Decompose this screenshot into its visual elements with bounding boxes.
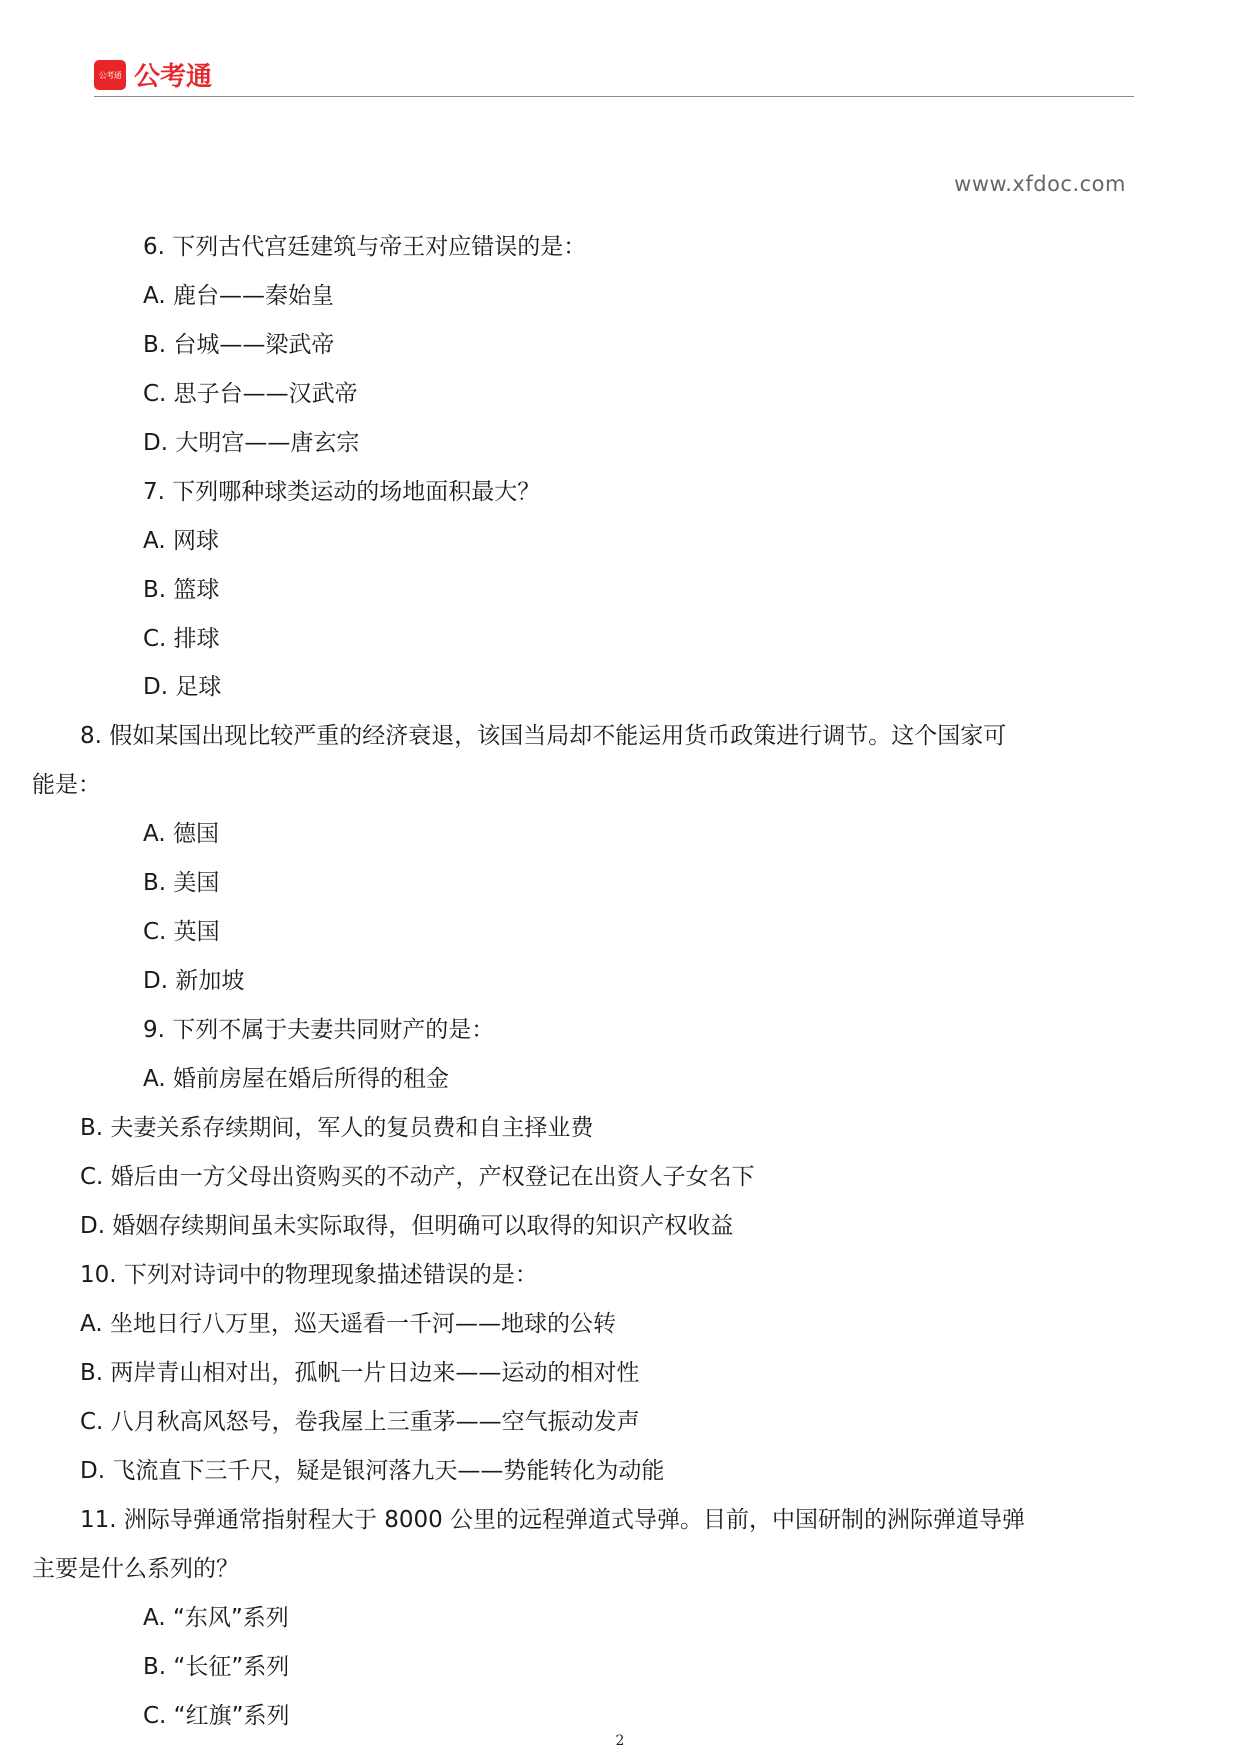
page-number: 2	[615, 1733, 625, 1749]
question-9-option-a: A. 婚前房屋在婚后所得的租金	[143, 1066, 449, 1092]
question-8-stem-continued: 能是：	[32, 772, 101, 798]
question-6-option-c: C. 思子台——汉武帝	[143, 381, 358, 407]
question-10-option-c: C. 八月秋高风怒号，卷我屋上三重茅——空气振动发声	[80, 1409, 640, 1435]
website-url: www.xfdoc.com	[954, 172, 1126, 196]
question-9-option-c: C. 婚后由一方父母出资购买的不动产，产权登记在出资人子女名下	[80, 1164, 755, 1190]
question-10-option-d: D. 飞流直下三千尺，疑是银河落九天——势能转化为动能	[80, 1458, 665, 1484]
question-7-stem: 7. 下列哪种球类运动的场地面积最大？	[143, 479, 541, 505]
question-10-option-a: A. 坐地日行八万里，巡天遥看一千河——地球的公转	[80, 1311, 616, 1337]
question-8-stem: 8. 假如某国出现比较严重的经济衰退，该国当局却不能运用货币政策进行调节。这个国家可	[80, 723, 1007, 749]
question-9-stem: 9. 下列不属于夫妻共同财产的是：	[143, 1017, 495, 1043]
question-11-option-a: A. “东风”系列	[143, 1605, 289, 1631]
question-8-option-d: D. 新加坡	[143, 968, 245, 994]
question-7-option-a: A. 网球	[143, 528, 219, 554]
question-11-option-b: B. “长征”系列	[143, 1654, 290, 1680]
question-10-stem: 10. 下列对诗词中的物理现象描述错误的是：	[80, 1262, 538, 1288]
brand-name: 公考通	[134, 62, 213, 92]
question-6-stem: 6. 下列古代宫廷建筑与帝王对应错误的是：	[143, 234, 587, 260]
question-8-option-a: A. 德国	[143, 821, 219, 847]
question-7-option-c: C. 排球	[143, 626, 220, 652]
question-9-option-b: B. 夫妻关系存续期间，军人的复员费和自主择业费	[80, 1115, 594, 1141]
question-8-option-b: B. 美国	[143, 870, 220, 896]
question-11-stem: 11. 洲际导弹通常指射程大于 8000 公里的远程弹道式导弹。目前，中国研制的洲际弹道导弹	[80, 1507, 1026, 1533]
logo-mark-text: 公考通	[98, 70, 122, 80]
question-6-option-d: D. 大明宫——唐玄宗	[143, 430, 360, 456]
question-11-stem-continued: 主要是什么系列的？	[32, 1556, 239, 1582]
question-7-option-b: B. 篮球	[143, 577, 220, 603]
question-9-option-d: D. 婚姻存续期间虽未实际取得，但明确可以取得的知识产权收益	[80, 1213, 734, 1239]
question-8-option-c: C. 英国	[143, 919, 220, 945]
question-6-option-b: B. 台城——梁武帝	[143, 332, 335, 358]
question-11-option-c: C. “红旗”系列	[143, 1703, 290, 1729]
question-6-option-a: A. 鹿台——秦始皇	[143, 283, 334, 309]
question-7-option-d: D. 足球	[143, 674, 222, 700]
question-10-option-b: B. 两岸青山相对出，孤帆一片日边来——运动的相对性	[80, 1360, 640, 1386]
